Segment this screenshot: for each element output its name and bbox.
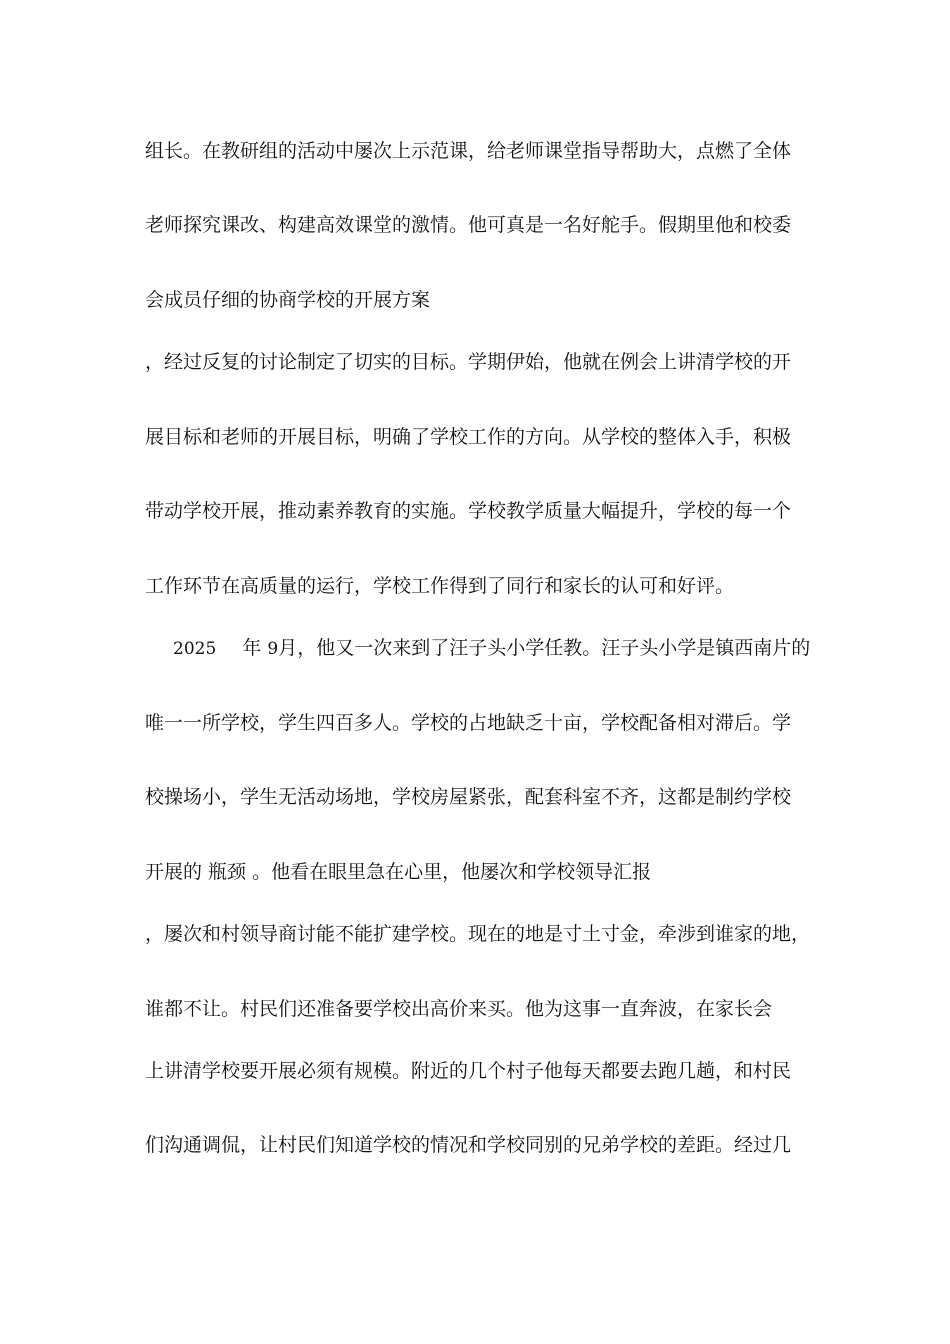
- text-line: 老师探究课改、构建高效课堂的激情。他可真是一名好舵手。假期里他和校委: [145, 214, 792, 236]
- text-line: 开展的 瓶颈 。他看在眼里急在心里，他屡次和学校领导汇报: [145, 861, 652, 883]
- text-line: 工作环节在高质量的运行，学校工作得到了同行和家长的认可和好评。: [145, 575, 735, 597]
- text-line: 谁都不让。村民们还准备要学校出高价来买。他为这事一直奔波，在家长会: [145, 998, 773, 1020]
- text-line: 展目标和老师的开展目标，明确了学校工作的方向。从学校的整体入手，积极: [145, 426, 792, 448]
- year-unit: 年: [242, 637, 262, 659]
- text-line: 组长。在教研组的活动中屡次上示范课，给老师课堂指导帮助大，点燃了全体: [145, 140, 792, 162]
- paragraph-text: 月，他又一次来到了汪子头小学任教。汪子头小学是镇西南片的: [278, 637, 811, 659]
- text-line: ，屡次和村领导商讨能不能扩建学校。现在的地是寸土寸金，牵涉到谁家的地，: [145, 923, 811, 945]
- text-line: ，经过反复的讨论制定了切实的目标。学期伊始，他就在例会上讲清学校的开: [145, 351, 792, 373]
- text-line: 上讲清学校要开展必须有规模。附近的几个村子他每天都要去跑几趟，和村民: [145, 1060, 792, 1082]
- year-number: 2025: [173, 639, 217, 659]
- paragraph-start-line: [173, 636, 810, 661]
- text-line: 们沟通调侃，让村民们知道学校的情况和学校同别的兄弟学校的差距。经过几: [145, 1134, 792, 1156]
- text-line: 带动学校开展，推动素养教育的实施。学校教学质量大幅提升，学校的每一个: [145, 500, 792, 522]
- text-line: 唯一一所学校，学生四百多人。学校的占地缺乏十亩，学校配备相对滞后。学: [145, 712, 792, 734]
- text-line: 会成员仔细的协商学校的开展方案: [145, 289, 431, 311]
- month-number: 9: [267, 639, 279, 659]
- text-line: 校操场小，学生无活动场地，学校房屋紧张，配套科室不齐，这都是制约学校: [145, 786, 792, 808]
